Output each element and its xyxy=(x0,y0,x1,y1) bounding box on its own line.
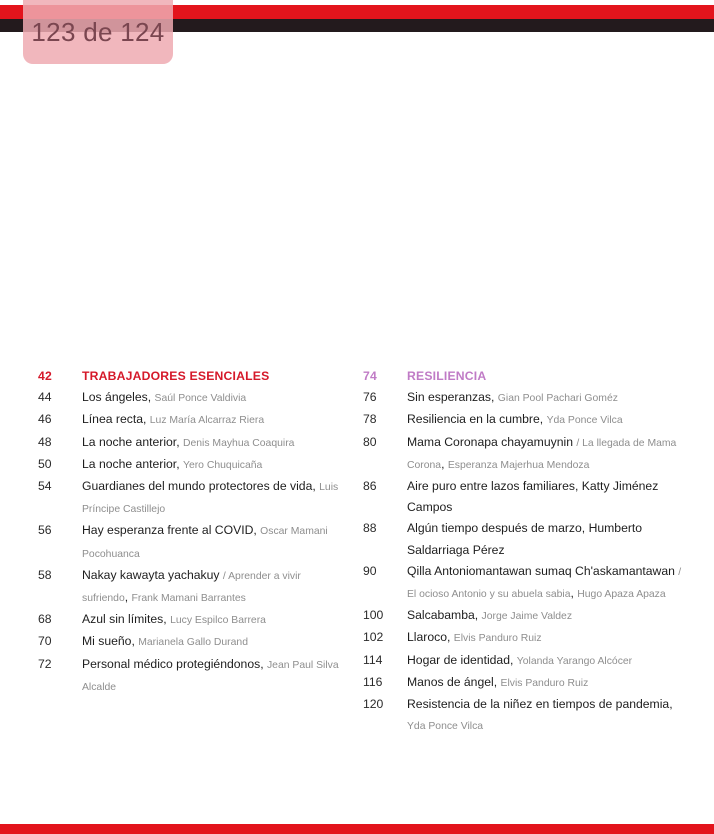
toc-entry[interactable] xyxy=(38,432,343,454)
entry-page-number: 72 xyxy=(38,656,52,671)
toc-entry[interactable] xyxy=(38,565,343,609)
entry-title: La noche anterior xyxy=(82,456,177,471)
entry-author: Luz María Alcarraz Riera xyxy=(149,415,265,427)
entry-author: Yda Ponce Vilca xyxy=(546,415,623,427)
entry-page-number: 56 xyxy=(38,523,52,538)
entry-author: Yolanda Yarango Alcócer xyxy=(516,655,633,667)
entry-page-number: 44 xyxy=(38,390,52,405)
entry-text: Azul sin límites, Lucy Espilco Barrera xyxy=(82,612,266,627)
entry-page-number: 76 xyxy=(363,390,377,405)
entry-subtitle: La llegada de Mama Corona xyxy=(407,437,677,471)
entry-title: Línea recta xyxy=(82,412,143,427)
toc-section-heading[interactable] xyxy=(363,366,683,387)
entry-page-number: 68 xyxy=(38,612,52,627)
toc-entry[interactable] xyxy=(363,627,683,649)
toc-entry[interactable] xyxy=(38,520,343,564)
toc-entry[interactable] xyxy=(38,654,343,698)
entry-author: Elvis Panduro Ruiz xyxy=(453,633,542,645)
entry-title: Sin esperanzas xyxy=(407,390,492,405)
entry-text: Sin esperanzas, Gian Pool Pachari Goméz xyxy=(407,390,618,405)
section-title: RESILIENCIA xyxy=(407,369,487,383)
bottom-red-stripe xyxy=(0,824,714,834)
entry-page-number: 48 xyxy=(38,434,52,449)
entry-text: Nakay kawayta yachakuy / Aprender a vivir sufriendo, Frank Mamani Barrantes xyxy=(82,567,301,605)
section-page-number: 74 xyxy=(363,369,377,383)
toc-entry[interactable] xyxy=(363,387,683,409)
entry-author: Marianela Gallo Durand xyxy=(138,637,248,649)
entry-title: La noche anterior xyxy=(82,434,177,449)
entry-author: Jean Paul Silva Alcalde xyxy=(82,659,339,693)
entry-title: Qilla Antoniomantawan sumaq Ch'askamantawan xyxy=(407,563,675,578)
entry-title: Mama Coronapa chayamuynin xyxy=(407,434,573,449)
entry-title: Resistencia de la niñez en tiempos de pandemia xyxy=(407,697,670,712)
entry-title: Aire puro entre lazos familiares, Katty Jiménez Campos xyxy=(407,479,659,515)
entry-page-number: 70 xyxy=(38,634,52,649)
toc-entry[interactable] xyxy=(363,650,683,672)
entry-title: Azul sin límites xyxy=(82,612,164,627)
entry-text xyxy=(407,518,683,560)
toc-entry[interactable] xyxy=(363,409,683,431)
entry-text: Hogar de identidad, Yolanda Yarango Alcócer xyxy=(407,652,633,667)
entry-page-number: 54 xyxy=(38,479,52,494)
entry-text: Llaroco, Elvis Panduro Ruiz xyxy=(407,630,542,645)
entry-text: Personal médico protegiéndonos, Jean Paul Silva Alcalde xyxy=(82,656,339,693)
toc-entry[interactable] xyxy=(363,694,683,737)
entry-title: Algún tiempo después de marzo, Humberto Saldarriaga Pérez xyxy=(407,521,643,557)
toc-column-right xyxy=(363,366,683,737)
entry-author: Esperanza Majerhua Mendoza xyxy=(447,459,590,471)
entry-page-number: 58 xyxy=(38,567,52,582)
entry-author: Hugo Apaza Apaza xyxy=(577,589,666,601)
entry-subtitle: Aprender a vivir sufriendo xyxy=(82,570,301,605)
entry-author: Luis Príncipe Castillejo xyxy=(82,482,339,516)
entry-text: Resistencia de la niñez en tiempos de pandemia, Yda Ponce Vilca xyxy=(407,697,673,733)
toc-entry[interactable] xyxy=(363,432,683,476)
page-indicator-badge: 123 de 124 xyxy=(23,0,173,64)
toc-entry[interactable] xyxy=(38,409,343,431)
toc-entry[interactable] xyxy=(38,454,343,476)
entry-page-number: 50 xyxy=(38,456,52,471)
toc-entry[interactable] xyxy=(363,605,683,627)
toc-entry[interactable] xyxy=(363,476,683,518)
entry-text: Línea recta, Luz María Alcarraz Riera xyxy=(82,412,265,427)
entry-text: La noche anterior, Denis Mayhua Coaquira xyxy=(82,434,295,449)
entry-text: Mama Coronapa chayamuynin / La llegada de Mama Corona, Esperanza Majerhua Mendoza xyxy=(407,434,677,471)
entry-author: Lucy Espilco Barrera xyxy=(170,615,266,627)
entry-text: Qilla Antoniomantawan sumaq Ch'askamantawan / El ocioso Antonio y su abuela sabia, Hugo Apaza Apaza xyxy=(407,563,682,601)
entry-title: Los ángeles xyxy=(82,390,148,405)
entry-title: Hay esperanza frente al COVID xyxy=(82,523,254,538)
entry-text: Guardianes del mundo protectores de vida, Luis Príncipe Castillejo xyxy=(82,479,339,516)
entry-text: Mi sueño, Marianela Gallo Durand xyxy=(82,634,248,649)
entry-author: Denis Mayhua Coaquira xyxy=(182,437,295,449)
entry-title: Personal médico protegiéndonos xyxy=(82,656,261,671)
section-page-number: 42 xyxy=(38,369,52,383)
entry-title: Mi sueño xyxy=(82,634,132,649)
toc-entry[interactable] xyxy=(38,631,343,653)
entry-page-number: 114 xyxy=(363,652,383,667)
section-title: TRABAJADORES ESENCIALES xyxy=(82,369,270,383)
entry-title: Llaroco xyxy=(407,630,447,645)
entry-author: Frank Mamani Barrantes xyxy=(131,593,246,605)
entry-text: La noche anterior, Yero Chuquicaña xyxy=(82,456,263,471)
entry-page-number: 88 xyxy=(363,521,377,536)
entry-page-number: 120 xyxy=(363,697,384,712)
toc-column-left xyxy=(38,366,343,698)
entry-title: Resiliencia en la cumbre xyxy=(407,412,540,427)
entry-page-number: 102 xyxy=(363,630,384,645)
entry-author: Yero Chuquicaña xyxy=(182,459,263,471)
entry-author: Oscar Mamani Pocohuanca xyxy=(82,526,328,560)
toc-entry[interactable] xyxy=(363,672,683,694)
entry-title: Salcabamba xyxy=(407,608,475,623)
entry-text: Los ángeles, Saúl Ponce Valdivia xyxy=(82,390,247,405)
entry-page-number: 100 xyxy=(363,608,384,623)
entry-page-number: 78 xyxy=(363,412,377,427)
toc-entry[interactable] xyxy=(363,561,683,605)
entry-text xyxy=(407,476,683,518)
toc-entry[interactable] xyxy=(38,476,343,520)
entry-page-number: 46 xyxy=(38,412,52,427)
entry-text: Resiliencia en la cumbre, Yda Ponce Vilca xyxy=(407,412,623,427)
entry-page-number: 90 xyxy=(363,563,377,578)
entry-author: Elvis Panduro Ruiz xyxy=(500,677,589,689)
entry-subtitle: El ocioso Antonio y su abuela sabia xyxy=(407,589,571,601)
entry-title: Nakay kawayta yachakuy xyxy=(82,567,220,582)
toc-entry[interactable] xyxy=(38,387,343,409)
entry-page-number: 80 xyxy=(363,434,377,449)
entry-page-number: 86 xyxy=(363,479,377,494)
entry-text: Manos de ángel, Elvis Panduro Ruiz xyxy=(407,674,589,689)
entry-author: Jorge Jaime Valdez xyxy=(481,611,573,623)
entry-title: Manos de ángel xyxy=(407,674,494,689)
toc-entry[interactable] xyxy=(363,518,683,560)
entry-author: Saúl Ponce Valdivia xyxy=(154,393,247,405)
entry-title: Hogar de identidad xyxy=(407,652,510,667)
entry-text: Hay esperanza frente al COVID, Oscar Mamani Pocohuanca xyxy=(82,523,328,560)
entry-title: Guardianes del mundo protectores de vida xyxy=(82,479,313,494)
entry-author: Yda Ponce Vilca xyxy=(407,721,484,733)
entry-page-number: 116 xyxy=(363,674,383,689)
entry-author: Gian Pool Pachari Goméz xyxy=(497,393,618,405)
toc-entry[interactable] xyxy=(38,609,343,631)
entry-text: Salcabamba, Jorge Jaime Valdez xyxy=(407,608,573,623)
toc-section-heading[interactable] xyxy=(38,366,343,387)
